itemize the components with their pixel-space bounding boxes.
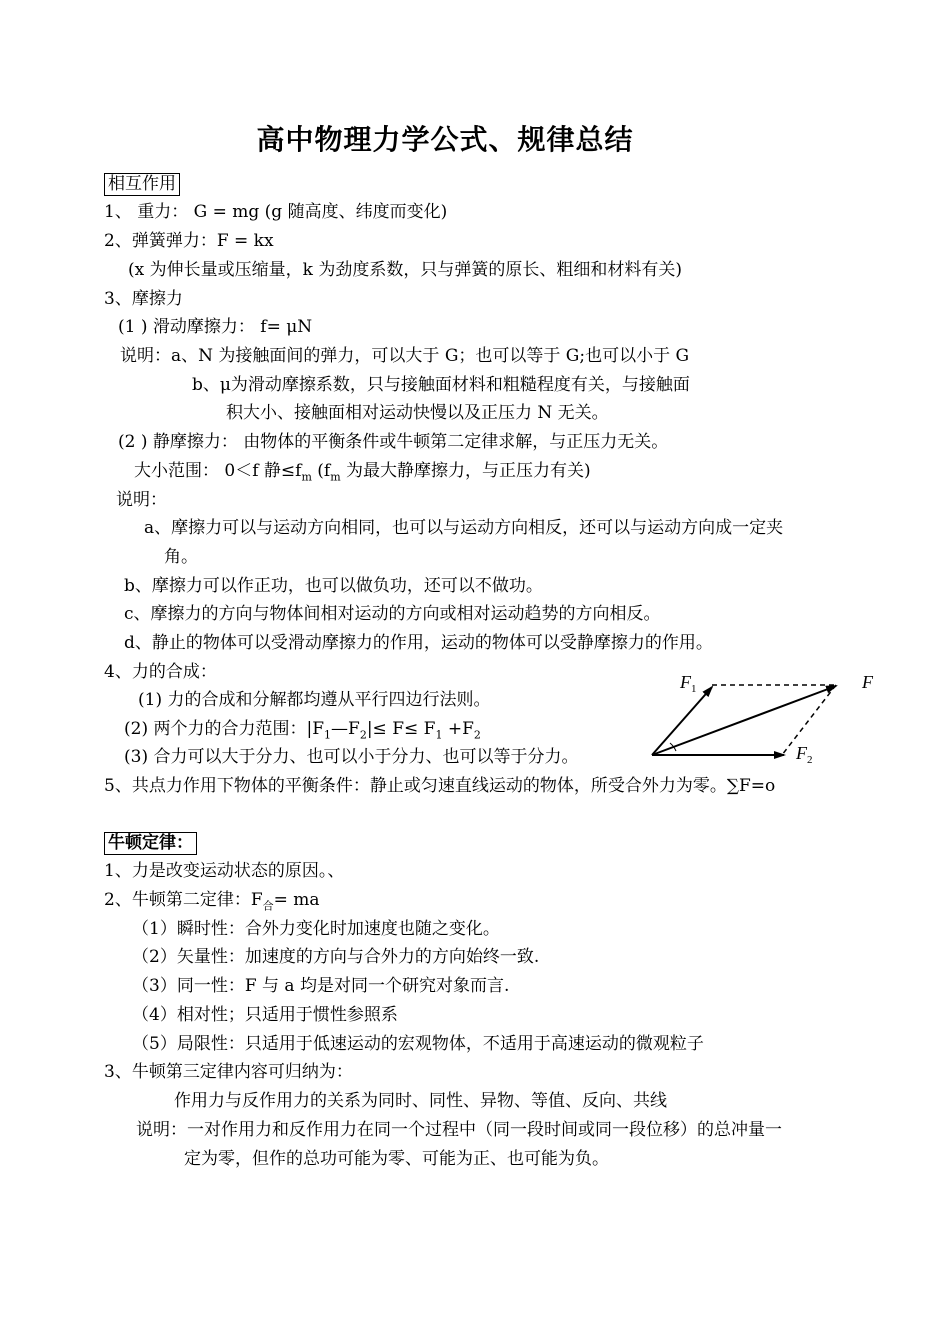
- text-line: 说明：一对作用力和反作用力在同一个过程中（同一段时间或同一段位移）的总冲量一: [136, 1120, 782, 1140]
- text-line: 1、力是改变运动状态的原因。、: [104, 861, 345, 881]
- section-heading-newton: 牛顿定律：: [104, 832, 197, 855]
- text-line: 1、 重力： G = mg (g 随高度、纬度而变化): [104, 202, 448, 222]
- text-line: 5、共点力作用下物体的平衡条件：静止或匀速直线运动的物体，所受合外力为零。∑F=o: [104, 776, 776, 796]
- label-f2: $F_2$: [796, 743, 813, 766]
- text-line: (3) 合力可以大于分力、也可以小于分力、也可以等于分力。: [124, 747, 579, 767]
- text-line: 说明：: [116, 490, 167, 510]
- text-line: 作用力与反作用力的关系为同时、同性、异物、等值、反向、共线: [174, 1091, 667, 1111]
- text-line: （2）矢量性：加速度的方向与合外力的方向始终一致.: [132, 947, 540, 967]
- label-f: F: [862, 672, 873, 692]
- text-line: （1）瞬时性：合外力变化时加速度也随之变化。: [132, 919, 500, 939]
- text-line: 积大小、接触面相对运动快慢以及正压力 N 无关。: [226, 403, 609, 423]
- text-line: (x 为伸长量或压缩量，k 为劲度系数，只与弹簧的原长、粗细和材料有关): [128, 260, 682, 280]
- label-f1: $F_1$: [680, 672, 697, 695]
- text-line: 3、摩擦力: [104, 289, 183, 309]
- text-line: d、静止的物体可以受滑动摩擦力的作用，运动的物体可以受静摩擦力的作用。: [124, 633, 713, 653]
- text-line: (1) 力的合成和分解都均遵从平行四边行法则。: [138, 690, 491, 710]
- page-title: 高中物理力学公式、规律总结: [256, 123, 634, 156]
- text-line: b、μ为滑动摩擦系数，只与接触面材料和粗糙程度有关，与接触面: [192, 375, 690, 395]
- text-line-newton-second: 2、牛顿第二定律：$F_合=$ ma: [104, 890, 320, 913]
- text-line: 说明：a、N 为接触面间的弹力，可以大于 G；也可以等于 G;也可以小于 G: [120, 346, 690, 366]
- text-line-static-friction-range: 大小范围： 0＜f 静$\le f_m$ ($f_m$ 为最大静摩擦力，与正压力有关): [134, 461, 591, 484]
- arrow-f-resultant: [652, 686, 836, 755]
- force-parallelogram-diagram: [640, 665, 890, 775]
- text-line: 4、力的合成：: [104, 662, 217, 682]
- text-line: (1 ) 滑动摩擦力： f= μN: [118, 317, 313, 337]
- text-line: 角。: [164, 547, 198, 567]
- text-line: b、摩擦力可以作正功，也可以做负功，还可以不做功。: [124, 576, 543, 596]
- text-line: （4）相对性；只适用于惯性参照系: [132, 1005, 398, 1025]
- text-line: c、摩擦力的方向与物体间相对运动的方向或相对运动趋势的方向相反。: [124, 604, 661, 624]
- text-line: （5）局限性：只适用于低速运动的宏观物体，不适用于高速运动的微观粒子: [132, 1034, 704, 1054]
- text-line: (2 ) 静摩擦力： 由物体的平衡条件或牛顿第二定律求解，与正压力无关。: [118, 432, 669, 452]
- section-heading-interaction: 相互作用: [104, 173, 180, 196]
- text-line: 2、弹簧弹力：F = kx: [104, 231, 274, 251]
- text-line-resultant-range: (2) 两个力的合力范围：$|F_1—F_2|\le F\le F_1 +F_2$: [124, 719, 481, 742]
- text-line: （3）同一性：F 与 a 均是对同一个研究对象而言.: [132, 976, 510, 996]
- text-line: 3、牛顿第三定律内容可归纳为：: [104, 1062, 353, 1082]
- text-line: a、摩擦力可以与运动方向相同，也可以与运动方向相反，还可以与运动方向成一定夹: [144, 518, 784, 538]
- text-line: 定为零，但作的总功可能为零、可能为正、也可能为负。: [184, 1149, 609, 1169]
